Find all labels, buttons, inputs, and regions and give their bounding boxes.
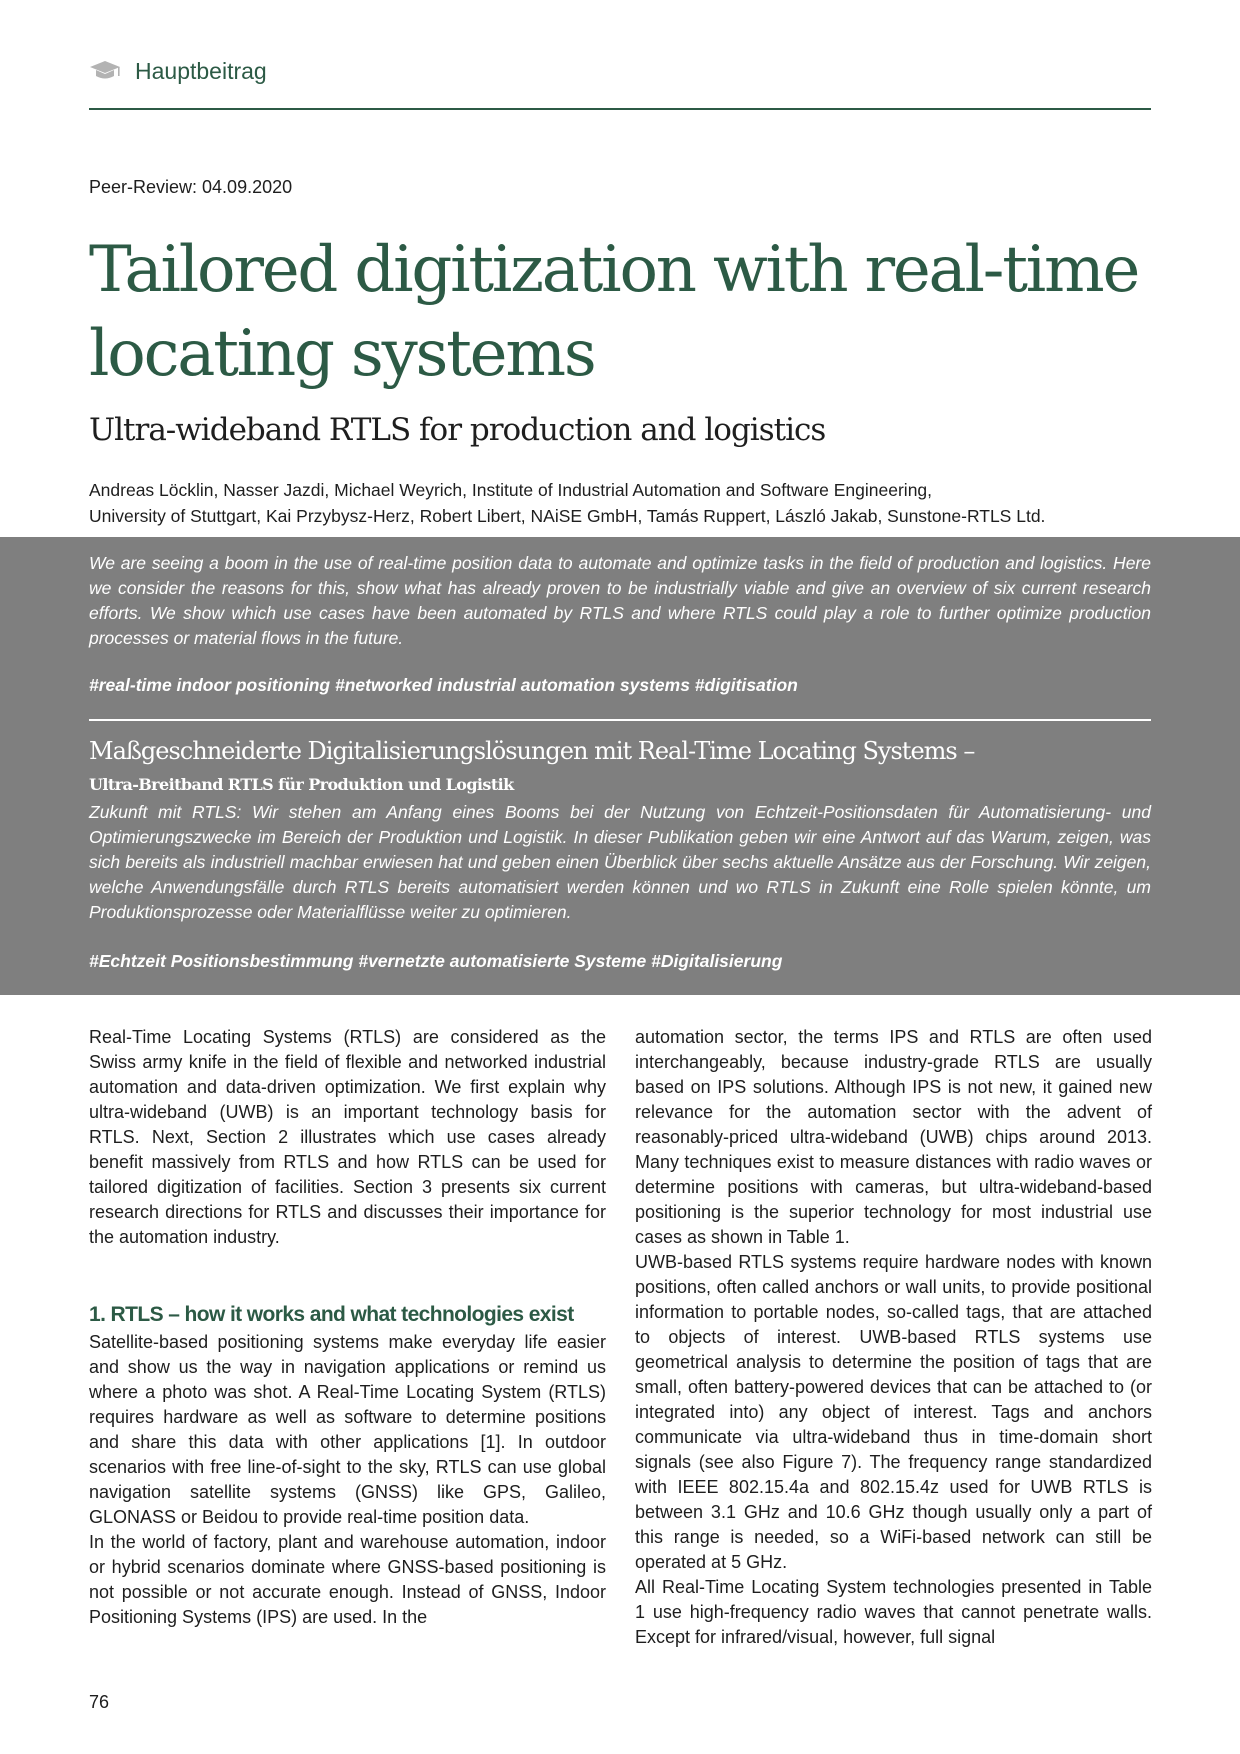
body-paragraph: automation sector, the terms IPS and RTLS are often used interchangeably, because industry-grade RTLS are usually based on IPS solutions. Although IPS is not new, it gained new relevance for the automation sector with the advent of reasonably-priced ultra-wideband (UWB) chips around 2013. Many techniques exist to measure distances with radio waves or determine positions with cameras, but ultra-wideband-based positioning is the superior technology for most industrial use cases as shown in Table 1.: [635, 1027, 1152, 1247]
keywords-english: #real-time indoor positioning #networked industrial automation systems #digitisation: [89, 675, 798, 695]
abstract-german: Zukunft mit RTLS: Wir stehen am Anfang eines Booms bei der Nutzung von Echtzeit-Positionsdaten für Automatisierung- und Optimierungszwecke im Bereich der Produktion und Logistik. In dieser Publikation geben wir eine Antwort auf das Warum, zeigen, was sich bereits als industriell machbar erwiesen hat und geben einen Überblick über sechs aktuelle Ansätze aus der Forschung. Wir zeigen, welche Anwendungsfälle durch RTLS bereits automatisiert werden können und wo RTLS in Zukunft eine Rolle spielen könnte, um Produktionsprozesse oder Materialflüsse weiter zu optimieren.: [89, 802, 1151, 922]
abstract-box: [0, 537, 1240, 995]
german-subtitle: Ultra-Breitband RTLS für Produktion und Logistik: [89, 775, 514, 794]
authors-line-1: Andreas Löcklin, Nasser Jazdi, Michael Weyrich, Institute of Industrial Automation and Software Engineering,: [89, 480, 933, 500]
article-subtitle: Ultra-wideband RTLS for production and logistics: [89, 412, 826, 448]
abstract-english: We are seeing a boom in the use of real-time position data to automate and optimize tasks in the field of production and logistics. Here we consider the reasons for this, show what has already proven to be industrially viable and give an overview of six current research efforts. We show which use cases have been automated by RTLS and where RTLS could play a role to further optimize production processes or material flows in the future.: [89, 553, 1151, 648]
body-paragraph: Satellite-based positioning systems make everyday life easier and show us the way in navigation applications or remind us where a photo was shot. A Real-Time Locating System (RTLS) requires hardware as well as software to determine positions and share this data with other applications [1]. In outdoor scenarios with free line-of-sight to the sky, RTLS can use global navigation satellite systems (GNSS) like GPS, Galileo, GLONASS or Beidou to provide real-time position data.: [89, 1332, 606, 1527]
body-paragraph: All Real-Time Locating System technologies presented in Table 1 use high-frequency radio waves that cannot penetrate walls. Except for infrared/visual, however, full signal: [635, 1577, 1152, 1647]
article-title: Tailored digitization with real-time locating systems: [89, 233, 1139, 391]
body-paragraph: In the world of factory, plant and warehouse automation, indoor or hybrid scenarios dominate where GNSS-based positioning is not possible or not accurate enough. Instead of GNSS, Indoor Positioning Systems (IPS) are used. In the: [89, 1532, 606, 1627]
peer-review-date: Peer-Review: 04.09.2020: [89, 177, 293, 197]
body-column-right: [635, 1025, 1152, 1650]
page-number: 76: [89, 1692, 110, 1712]
abstract-divider: [89, 719, 1151, 721]
keywords-german: #Echtzeit Positionsbestimmung #vernetzte automatisierte Systeme #Digitalisierung: [89, 951, 783, 971]
authors: [89, 477, 1169, 529]
section-1-heading: 1. RTLS – how it works and what technologies exist: [89, 1303, 574, 1326]
intro-paragraph: Real-Time Locating Systems (RTLS) are considered as the Swiss army knife in the field of flexible and networked industrial automation and data-driven optimization. We first explain why ultra-wideband (UWB) is an important technology basis for RTLS. Next, Section 2 illustrates which use cases already benefit massively from RTLS and how RTLS can be used for tailored digitization of facilities. Section 3 presents six current research directions for RTLS and discusses their importance for the automation industry.: [89, 1027, 606, 1247]
body-column-left: [89, 1025, 606, 1630]
german-title: Maßgeschneiderte Digitalisierungslösungen mit Real-Time Locating Systems –: [89, 737, 975, 765]
authors-line-2: University of Stuttgart, Kai Przybysz-Herz, Robert Libert, NAiSE GmbH, Tamás Ruppert, László Jakab, Sunstone-RTLS Ltd.: [89, 506, 1046, 526]
graduation-cap-icon: [89, 60, 121, 82]
running-header: [89, 56, 1151, 110]
section-label: Hauptbeitrag: [135, 58, 267, 84]
body-paragraph: UWB-based RTLS systems require hardware nodes with known positions, often called anchors or wall units, to provide positional information to portable nodes, so-called tags, that are attached to objects of interest. UWB-based RTLS systems use geometrical analysis to determine the position of tags that are small, often battery-powered devices that can be attached to (or integrated into) any object of interest. Tags and anchors communicate via ultra-wideband thus in time-domain short signals (see also Figure 7). The frequency range standardized with IEEE 802.15.4a and 802.15.4z used for UWB RTLS is between 3.1 GHz and 10.6 GHz though usually only a part of this range is needed, so a WiFi-based network can still be operated at 5 GHz.: [635, 1252, 1152, 1572]
